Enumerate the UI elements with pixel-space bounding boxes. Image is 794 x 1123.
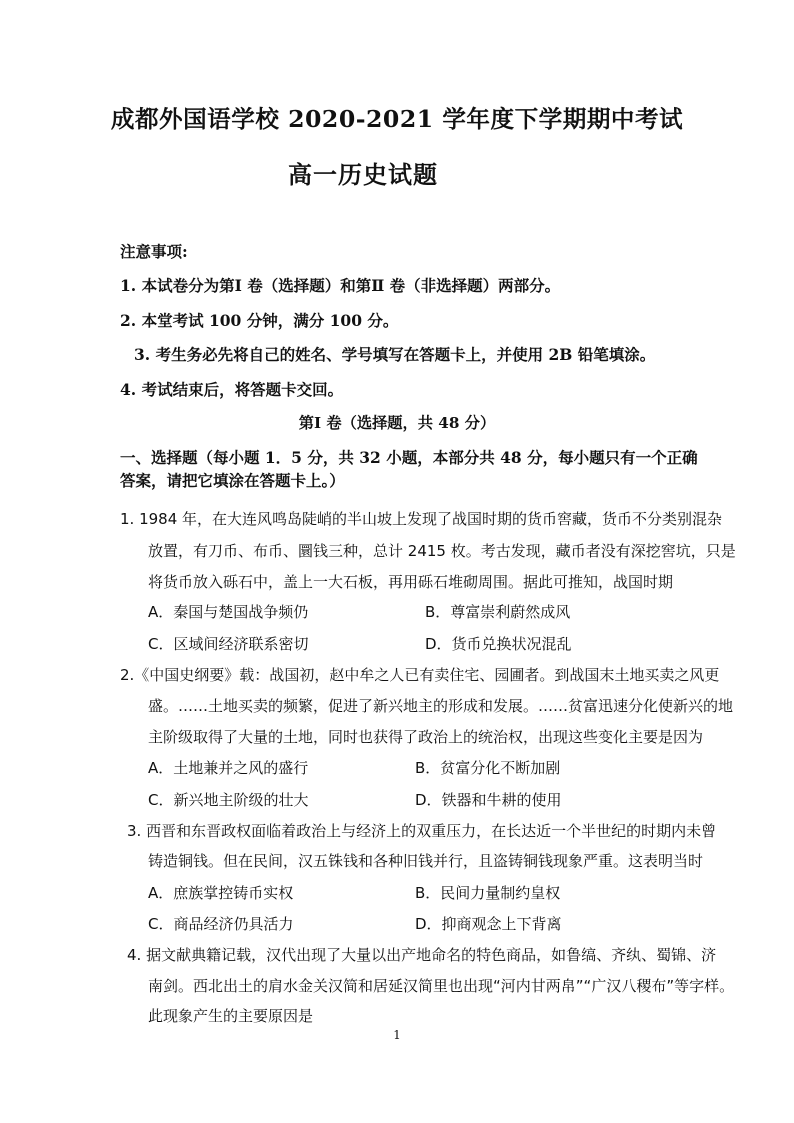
question-2-text: 盛。……土地买卖的频繁，促进了新兴地主的形成和发展。……贫富迅速分化使新兴的地: [148, 697, 734, 715]
question-2-option-d[interactable]: D．铁器和牛耕的使用: [415, 791, 562, 809]
question-2-option-c[interactable]: C．新兴地主阶级的壮大: [148, 791, 309, 809]
section-instruction: 答案，请把它填涂在答题卡上。）: [120, 471, 345, 490]
question-1-option-d[interactable]: D．货币兑换状况混乱: [425, 635, 572, 653]
question-2-option-b[interactable]: B．贫富分化不断加剧: [415, 759, 561, 777]
question-1-option-a[interactable]: A．秦国与楚国战争频仍: [148, 603, 309, 621]
question-2-text: 主阶级取得了大量的土地，同时也获得了政治上的统治权，出现这些变化主要是因为: [148, 728, 704, 746]
question-3-option-c[interactable]: C．商品经济仍具活力: [148, 915, 294, 933]
notice-item: 4. 考试结束后，将答题卡交回。: [120, 380, 344, 399]
question-3-text: 铸造铜钱。但在民间，汉五铢钱和各种旧钱并行，且盗铸铜钱现象严重。这表明当时: [148, 852, 704, 870]
question-3-option-a[interactable]: A．庶族掌控铸币实权: [148, 884, 294, 902]
question-1-option-b[interactable]: B．尊富崇利蔚然成风: [425, 603, 571, 621]
section-instruction: 一、选择题（每小题 1．5 分，共 32 小题，本部分共 48 分，每小题只有一个正确: [120, 448, 698, 467]
question-2-option-a[interactable]: A．土地兼并之风的盛行: [148, 759, 309, 777]
notice-item: 1. 本试卷分为第Ⅰ 卷（选择题）和第Ⅱ 卷（非选择题）两部分。: [120, 276, 561, 295]
question-4-text: 4. 据文献典籍记载，汉代出现了大量以出产地命名的特色商品，如鲁缟、齐纨、蜀锦、济: [127, 946, 717, 964]
question-4-text: 南剑。西北出土的肩水金关汉简和居延汉简里也出现“河内甘两帛”“广汉八稷布”等字样。: [148, 977, 735, 995]
notice-heading: 注意事项:: [120, 242, 188, 261]
page-number: 1: [393, 1028, 401, 1042]
question-1-option-c[interactable]: C．区域间经济联系密切: [148, 635, 309, 653]
notice-item: 2. 本堂考试 100 分钟，满分 100 分。: [120, 311, 399, 330]
notice-item: 3. 考生务必先将自己的姓名、学号填写在答题卡上，并使用 2B 铅笔填涂。: [134, 345, 656, 364]
question-3-text: 3. 西晋和东晋政权面临着政治上与经济上的双重压力，在长达近一个半世纪的时期内未曾: [127, 822, 717, 840]
question-4-text: 此现象产生的主要原因是: [148, 1007, 314, 1025]
section-title: 第Ⅰ 卷（选择题，共 48 分）: [298, 414, 496, 432]
question-1-text: 将货币放入砾石中，盖上一大石板，再用砾石堆砌周围。据此可推知，战国时期: [148, 573, 674, 591]
exam-subtitle: 高一历史试题: [288, 160, 438, 189]
question-2-text: 2.《中国史纲要》载：战国初，赵中牟之人已有卖住宅、园圃者。到战国末土地买卖之风更: [120, 666, 720, 684]
question-3-option-d[interactable]: D．抑商观念上下背离: [415, 915, 562, 933]
exam-title: 成都外国语学校 2020-2021 学年度下学期期中考试: [110, 105, 684, 133]
question-3-option-b[interactable]: B．民间力量制约皇权: [415, 884, 561, 902]
question-1-text: 放置，有刀币、布币、圜钱三种，总计 2415 枚。考古发现，藏币者没有深挖窖坑，只是: [148, 542, 736, 560]
question-1-text: 1. 1984 年，在大连风鸣岛陡峭的半山坡上发现了战国时期的货币窖藏，货币不分类别混杂: [120, 510, 723, 528]
